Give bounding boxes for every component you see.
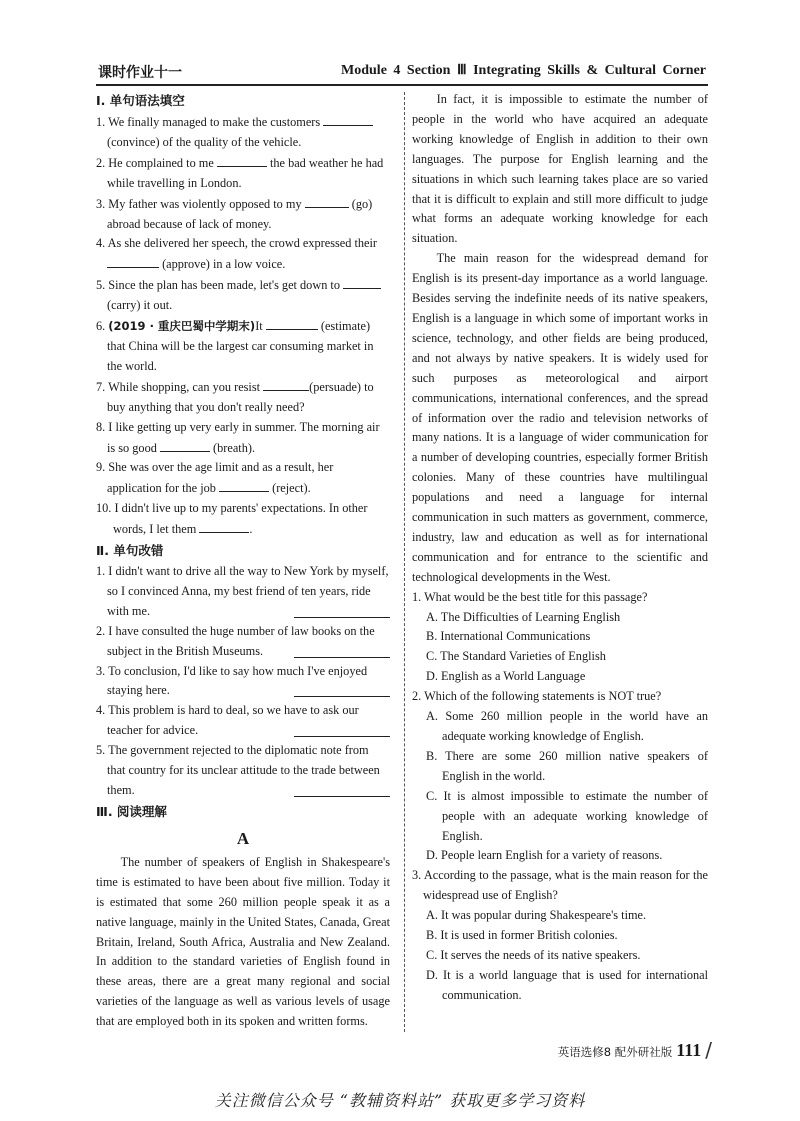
- passage-paragraph-1: The number of speakers of English in Shakespeare's time is estimated to have been about five million. Today it is estimated that some 260 million people speak it as a native language, mainly in the United States, Canada, Great Britain, Ireland, South Africa, Australia and New Zealand. In addition to the standard varieties of English found in these areas, there are a great many regional and social varieties of the language as well as various levels of usage that are employed both in its spoken and written forms.: [96, 854, 391, 1029]
- grammar-item-6: 6. (2019 · 重庆巴蜀中学期末)It (estimate) that China will be the largest car consuming market in the world.: [96, 316, 390, 377]
- page-header: [96, 60, 708, 86]
- left-column: [96, 90, 390, 1032]
- answer-line[interactable]: [294, 795, 390, 797]
- question-1-option-d[interactable]: D. English as a World Language: [426, 669, 586, 684]
- section-2-title: Ⅱ. 单句改错: [96, 543, 164, 559]
- correction-item-1: 1. I didn't want to drive all the way to New York by myself, so I convinced Anna, my best friend of ten years, ride with me.: [96, 564, 389, 618]
- page-footer: [558, 1038, 712, 1060]
- watermark-text: 关注微信公众号 “教辅资料站” 获取更多学习资料: [214, 1091, 586, 1110]
- answer-blank[interactable]: [343, 275, 381, 289]
- correction-item-5: 5. The government rejected to the diplomatic note from that country for its unclear attitude to the trade between them.: [96, 741, 390, 801]
- grammar-item-10: 10. I didn't live up to my parents' expectations. In other words, I let them .: [96, 501, 368, 537]
- answer-blank[interactable]: [219, 478, 269, 492]
- answer-blank[interactable]: [199, 519, 249, 533]
- answer-blank[interactable]: [266, 316, 318, 330]
- grammar-item-8: 8. I like getting up very early in summer. The morning air is so good (breath).: [96, 419, 380, 455]
- question-2-option-d[interactable]: D. People learn English for a variety of reasons.: [426, 848, 663, 863]
- grammar-item-2: 2. He complained to me the bad weather he had while travelling in London.: [96, 153, 390, 194]
- correction-item-4: 4. This problem is hard to deal, so we have to ask our teacher for advice.: [96, 701, 390, 741]
- question-1: 1. What would be the best title for this passage?: [412, 589, 648, 604]
- column-divider: [404, 92, 405, 1032]
- question-2-option-c[interactable]: C. It is almost impossible to estimate the number of people with an adequate working knowledge of English.: [426, 788, 708, 843]
- book-name: 英语选修8 配外研社版: [557, 1045, 673, 1059]
- question-3-option-d[interactable]: D. It is a world language that is used for international communication.: [426, 967, 708, 1002]
- passage-paragraph-3: The main reason for the widespread demand for English is its present-day importance as a world language. Besides serving the indefinite needs of its native speakers, English is a language in which some of important works in science, technology, and other fields are being produced, and not always by native speakers. It is widely used for such purposes as meteorological and airport communications, international conferences, and the spread of information over the radio and television networks of many nations. It is a language of wider communication for a number of developing countries, especially former British colonies. Many of these countries have multilingual populations and need a language for internal communication in such matters as government, commerce, industry, law and education as well as for international communication and for entrance to the scientific and technological developments in the West.: [412, 251, 708, 584]
- question-2: 2. Which of the following statements is NOT true?: [412, 689, 662, 704]
- grammar-item-5: 5. Since the plan has been made, let's get down to (carry) it out.: [96, 275, 390, 316]
- answer-blank[interactable]: [323, 112, 373, 126]
- answer-line[interactable]: [294, 616, 390, 618]
- question-2-option-b[interactable]: B. There are some 260 million native speakers of English in the world.: [426, 748, 708, 783]
- page-slash: /: [705, 1038, 712, 1062]
- question-1-option-b[interactable]: B. International Communications: [426, 629, 591, 644]
- answer-blank[interactable]: [263, 377, 309, 391]
- answer-line[interactable]: [294, 695, 390, 697]
- grammar-item-4: 4. As she delivered her speech, the crowd expressed their (approve) in a low voice.: [96, 236, 378, 272]
- answer-blank[interactable]: [305, 194, 349, 208]
- question-3-option-c[interactable]: C. It serves the needs of its native speakers.: [426, 947, 641, 962]
- passage-paragraph-2: In fact, it is impossible to estimate the number of people in the world who have acquired an adequate working knowledge of English in addition to their own languages. The purpose for English learning and the situations in which such learning takes place are so varied that it is difficult to explain and still more difficult to judge what forms an adequate working knowledge for each situation.: [412, 92, 708, 246]
- question-2-option-a[interactable]: A. Some 260 million people in the world have an adequate working knowledge of English.: [426, 709, 708, 743]
- question-3-option-b[interactable]: B. It is used in former British colonies.: [426, 928, 618, 943]
- module-section-title: Module 4 Section Ⅲ Integrating Skills & Cultural Corner: [341, 63, 706, 78]
- page-number: 111: [676, 1040, 702, 1060]
- question-1-option-a[interactable]: A. The Difficulties of Learning English: [426, 609, 621, 624]
- passage-label: A: [236, 828, 250, 848]
- section-3-title: Ⅲ. 阅读理解: [96, 803, 167, 819]
- answer-line[interactable]: [294, 656, 390, 658]
- assignment-title: 课时作业十一: [98, 65, 182, 81]
- answer-blank[interactable]: [107, 254, 159, 268]
- answer-line[interactable]: [294, 735, 390, 737]
- question-1-option-c[interactable]: C. The Standard Varieties of English: [426, 649, 606, 664]
- source-tag: (2019 · 重庆巴蜀中学期末): [108, 319, 256, 334]
- grammar-item-1: 1. We finally managed to make the customers (convince) of the quality of the vehicle.: [96, 112, 390, 153]
- grammar-item-7: 7. While shopping, can you resist (persuade) to buy anything that you don't really need?: [96, 377, 390, 418]
- correction-item-3: 3. To conclusion, I'd like to say how much I've enjoyed staying here.: [96, 662, 390, 702]
- answer-blank[interactable]: [217, 153, 267, 167]
- answer-blank[interactable]: [160, 438, 210, 452]
- question-3: 3. According to the passage, what is the main reason for the widespread use of English?: [412, 868, 708, 903]
- question-3-option-a[interactable]: A. It was popular during Shakespeare's time.: [426, 908, 647, 923]
- correction-item-2: 2. I have consulted the huge number of law books on the subject in the British Museums.: [96, 622, 390, 662]
- right-column: [412, 90, 708, 1006]
- grammar-item-9: 9. She was over the age limit and as a result, her application for the job (reject).: [96, 460, 334, 496]
- section-1-title: Ⅰ. 单句语法填空: [96, 93, 185, 108]
- grammar-item-3: 3. My father was violently opposed to my (go) abroad because of lack of money.: [96, 194, 390, 235]
